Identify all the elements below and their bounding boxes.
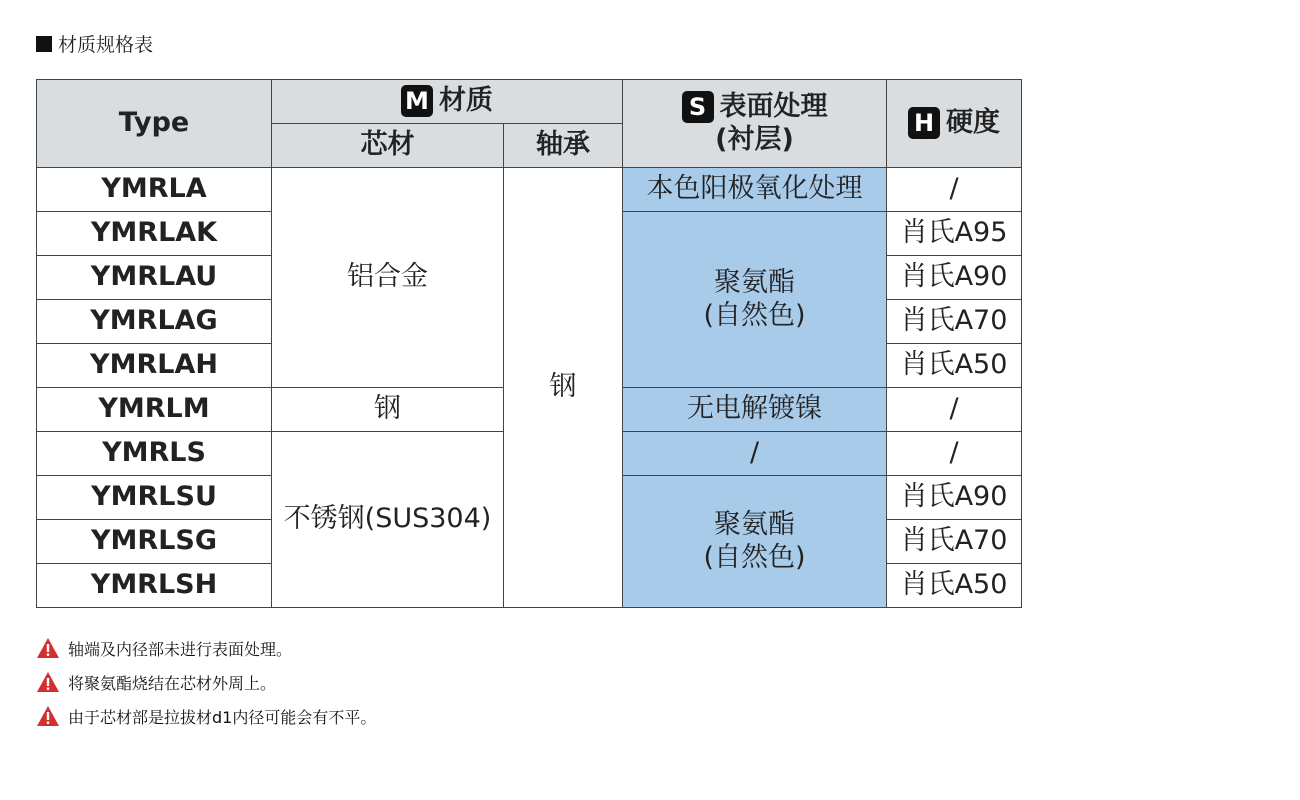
note-text: 轴端及内径部未进行表面处理。 bbox=[68, 639, 293, 659]
warning-icon bbox=[36, 705, 60, 727]
type-cell: YMRLAG bbox=[37, 300, 272, 344]
type-cell: YMRLAU bbox=[37, 256, 272, 300]
surface-header bbox=[623, 80, 887, 168]
bearing-cell: 钢 bbox=[504, 168, 623, 608]
hardness-header-label: 硬度 bbox=[946, 107, 1000, 139]
surface-cell-line1: 聚氨酯 bbox=[714, 267, 795, 299]
header-row-1 bbox=[37, 80, 1022, 124]
type-cell: YMRLSU bbox=[37, 476, 272, 520]
hardness-cell: / bbox=[887, 388, 1022, 432]
type-cell: YMRLSH bbox=[37, 564, 272, 608]
core-cell: 铝合金 bbox=[272, 168, 504, 388]
type-header: Type bbox=[37, 80, 272, 168]
surface-cell: 无电解镀镍 bbox=[623, 388, 887, 432]
section-title bbox=[36, 30, 153, 57]
note-text: 将聚氨酯烧结在芯材外周上。 bbox=[68, 673, 277, 693]
hardness-cell: 肖氏A95 bbox=[887, 212, 1022, 256]
type-cell: YMRLA bbox=[37, 168, 272, 212]
notes-list bbox=[36, 636, 376, 738]
type-cell: YMRLAH bbox=[37, 344, 272, 388]
hardness-cell: 肖氏A50 bbox=[887, 344, 1022, 388]
note-item bbox=[36, 704, 376, 728]
note-item bbox=[36, 670, 376, 694]
note-text: 由于芯材部是拉拔材d1内径可能会有不平。 bbox=[68, 707, 377, 727]
core-header: 芯材 bbox=[272, 124, 504, 168]
hardness-cell: / bbox=[887, 168, 1022, 212]
surface-cell: / bbox=[623, 432, 887, 476]
surface-header-sublabel: (衬层) bbox=[715, 123, 794, 155]
surface-cell bbox=[623, 212, 887, 388]
hardness-cell: 肖氏A90 bbox=[887, 476, 1022, 520]
surface-cell-line2: (自然色) bbox=[703, 541, 806, 573]
surface-cell-line2: (自然色) bbox=[703, 299, 806, 331]
section-title-text: 材质规格表 bbox=[58, 34, 154, 56]
hardness-cell: / bbox=[887, 432, 1022, 476]
table-row bbox=[37, 168, 1022, 212]
material-header-label: 材质 bbox=[439, 85, 493, 117]
note-item bbox=[36, 636, 376, 660]
hardness-cell: 肖氏A70 bbox=[887, 520, 1022, 564]
surface-header-label: 表面处理 bbox=[719, 91, 828, 123]
surface-cell bbox=[623, 476, 887, 608]
warning-icon bbox=[36, 671, 60, 693]
material-spec-table bbox=[36, 79, 1022, 608]
material-badge-icon: M bbox=[401, 85, 433, 117]
warning-icon bbox=[36, 637, 60, 659]
square-bullet-icon bbox=[36, 36, 52, 52]
type-cell: YMRLM bbox=[37, 388, 272, 432]
surface-cell: 本色阳极氧化处理 bbox=[623, 168, 887, 212]
hardness-cell: 肖氏A50 bbox=[887, 564, 1022, 608]
core-cell: 不锈钢(SUS304) bbox=[272, 432, 504, 608]
bearing-header: 轴承 bbox=[504, 124, 623, 168]
hardness-badge-icon: H bbox=[908, 107, 940, 139]
hardness-cell: 肖氏A90 bbox=[887, 256, 1022, 300]
material-header bbox=[272, 80, 623, 124]
hardness-header bbox=[887, 80, 1022, 168]
type-cell: YMRLAK bbox=[37, 212, 272, 256]
surface-badge-icon: S bbox=[682, 91, 714, 123]
hardness-cell: 肖氏A70 bbox=[887, 300, 1022, 344]
type-cell: YMRLSG bbox=[37, 520, 272, 564]
surface-cell-line1: 聚氨酯 bbox=[714, 509, 795, 541]
core-cell: 钢 bbox=[272, 388, 504, 432]
type-cell: YMRLS bbox=[37, 432, 272, 476]
